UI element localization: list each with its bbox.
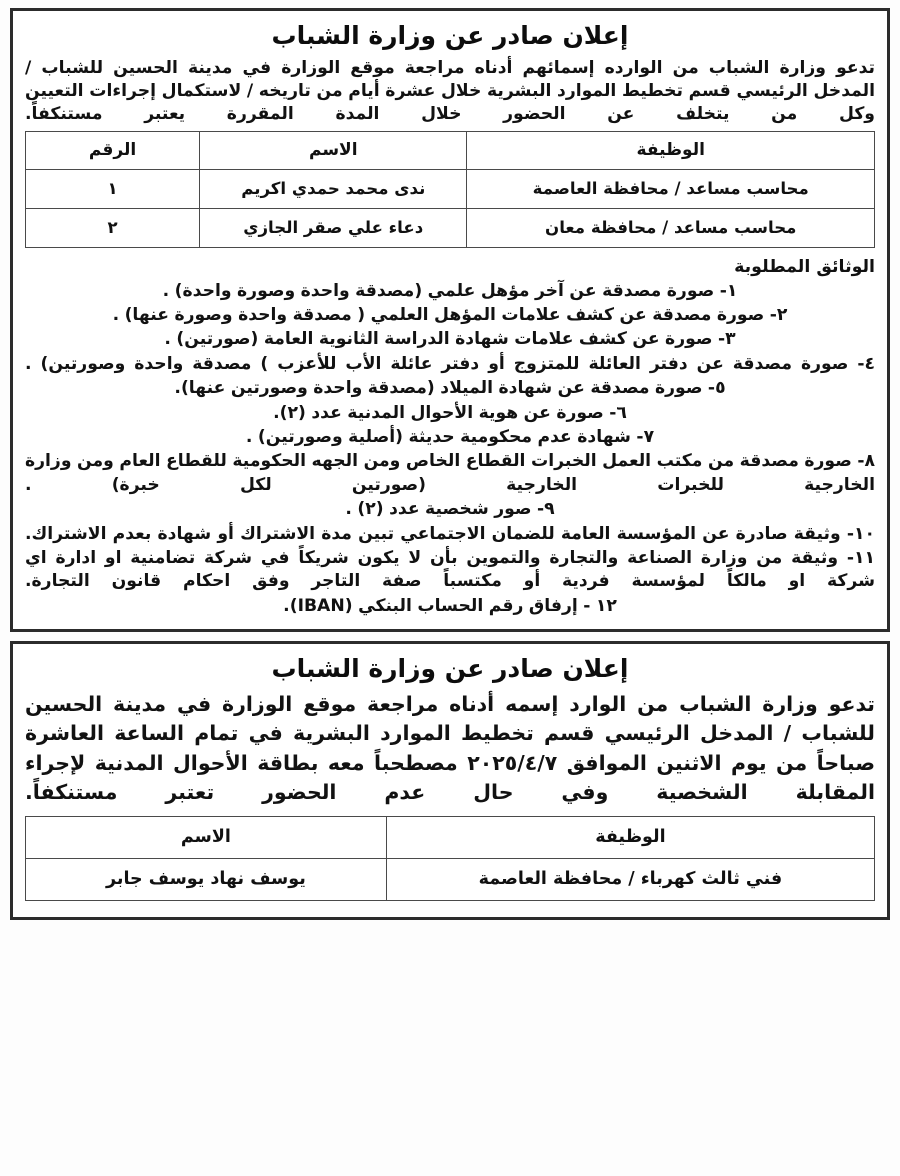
document-item: ١- صورة مصدقة عن آخر مؤهل علمي (مصدقة واحدة وصورة واحدة) . <box>162 280 738 301</box>
announcement-2-body: تدعو وزارة الشباب من الوارد إسمه أدناه مراجعة موقع الوزارة في مدينة الحسين للشباب / المدخل الرئيسي قسم تخطيط الموارد البشرية في تمام الساعة العاشرة صباحاً من يوم الاثنين الموافق ٢٠٢٥/٤/٧ مصطحباً معه بطاقة الأحوال المدنية لإجراء المقابلة الشخصية وفي حال عدم الحضور تعتبر مستنكفاً. <box>25 692 876 804</box>
table-header-row <box>26 132 875 169</box>
table-row <box>26 208 875 247</box>
cell-job: محاسب مساعد / محافظة العاصمة <box>467 169 875 208</box>
column-header-job: الوظيفة <box>467 132 875 169</box>
cell-number: ٢ <box>26 208 200 247</box>
cell-name: يوسف نهاد يوسف جابر <box>26 858 387 900</box>
document-item: ٦- صورة عن هوية الأحوال المدنية عدد (٢). <box>273 402 627 423</box>
document-item: ٧- شهادة عدم محكومية حديثة (أصلية وصورتين) . <box>245 426 655 447</box>
announcement-box-2 <box>10 641 890 920</box>
document-item: ٨- صورة مصدقة من مكتب العمل الخبرات القطاع الخاص ومن الجهه الحكومية للقطاع العام ومن وزارة الخارجية للخبرات الخارجية (صورتين لكل خبرة) . <box>25 451 875 495</box>
document-item: ٢- صورة مصدقة عن كشف علامات المؤهل العلمي ( مصدقة واحدة وصورة عنها) . <box>112 304 788 325</box>
table-row <box>26 858 875 900</box>
announcement-2-title: إعلان صادر عن وزارة الشباب <box>271 654 629 684</box>
cell-name: دعاء علي صقر الجازي <box>200 208 467 247</box>
document-item: ١٠- وثيقة صادرة عن المؤسسة العامة للضمان الاجتماعي تبين مدة الاشتراك أو شهادة بعدم الاشتراك. <box>25 523 875 544</box>
column-header-job: الوظيفة <box>386 816 874 858</box>
document-item: ٩- صور شخصية عدد (٢) . <box>345 499 555 520</box>
document-item: ٣- صورة عن كشف علامات شهادة الدراسة الثانوية العامة (صورتين) . <box>164 329 736 350</box>
document-item: ١١- وثيقة من وزارة الصناعة والتجارة والتموين بأن لا يكون شريكاً في شركة تضامنية او ادارة اي شركة او مالكاً لمؤسسة فردية أو مكتسباً صفة التاجر وفق احكام قانون التجارة. <box>25 547 875 592</box>
cell-name: ندى محمد حمدي اكريم <box>200 169 467 208</box>
candidates-table-1 <box>25 131 875 247</box>
document-item: ٥- صورة مصدقة عن شهادة الميلاد (مصدقة واحدة وصورتين عنها). <box>174 378 726 399</box>
document-item: ١٢ - إرفاق رقم الحساب البنكي (IBAN). <box>283 595 617 616</box>
cell-number: ١ <box>26 169 200 208</box>
candidates-table-2 <box>25 816 875 901</box>
cell-job: محاسب مساعد / محافظة معان <box>467 208 875 247</box>
column-header-name: الاسم <box>200 132 467 169</box>
required-documents-list <box>25 280 875 618</box>
document-item: ٤- صورة مصدقة عن دفتر العائلة للمتزوج أو دفتر عائلة الأب للأعزب ) مصدقة واحدة وصورتين) . <box>25 353 875 374</box>
table-header-row <box>26 816 875 858</box>
announcement-box-1 <box>10 8 890 632</box>
column-header-name: الاسم <box>26 816 387 858</box>
column-header-number: الرقم <box>26 132 200 169</box>
table-row <box>26 169 875 208</box>
cell-job: فني ثالث كهرباء / محافظة العاصمة <box>386 858 874 900</box>
required-documents-title: الوثائق المطلوبة <box>734 256 875 277</box>
announcement-1-title: إعلان صادر عن وزارة الشباب <box>271 21 629 50</box>
announcement-1-body: تدعو وزارة الشباب من الوارده إسمائهم أدناه مراجعة موقع الوزارة في مدينة الحسين للشباب / المدخل الرئيسي قسم تخطيط الموارد البشرية خلال عشرة أيام من تاريخه / لاستكمال إجراءات التعيين وكل من يتخلف عن الحضور خلال المدة المقررة يعتبر مستنكفاً. <box>25 58 875 125</box>
